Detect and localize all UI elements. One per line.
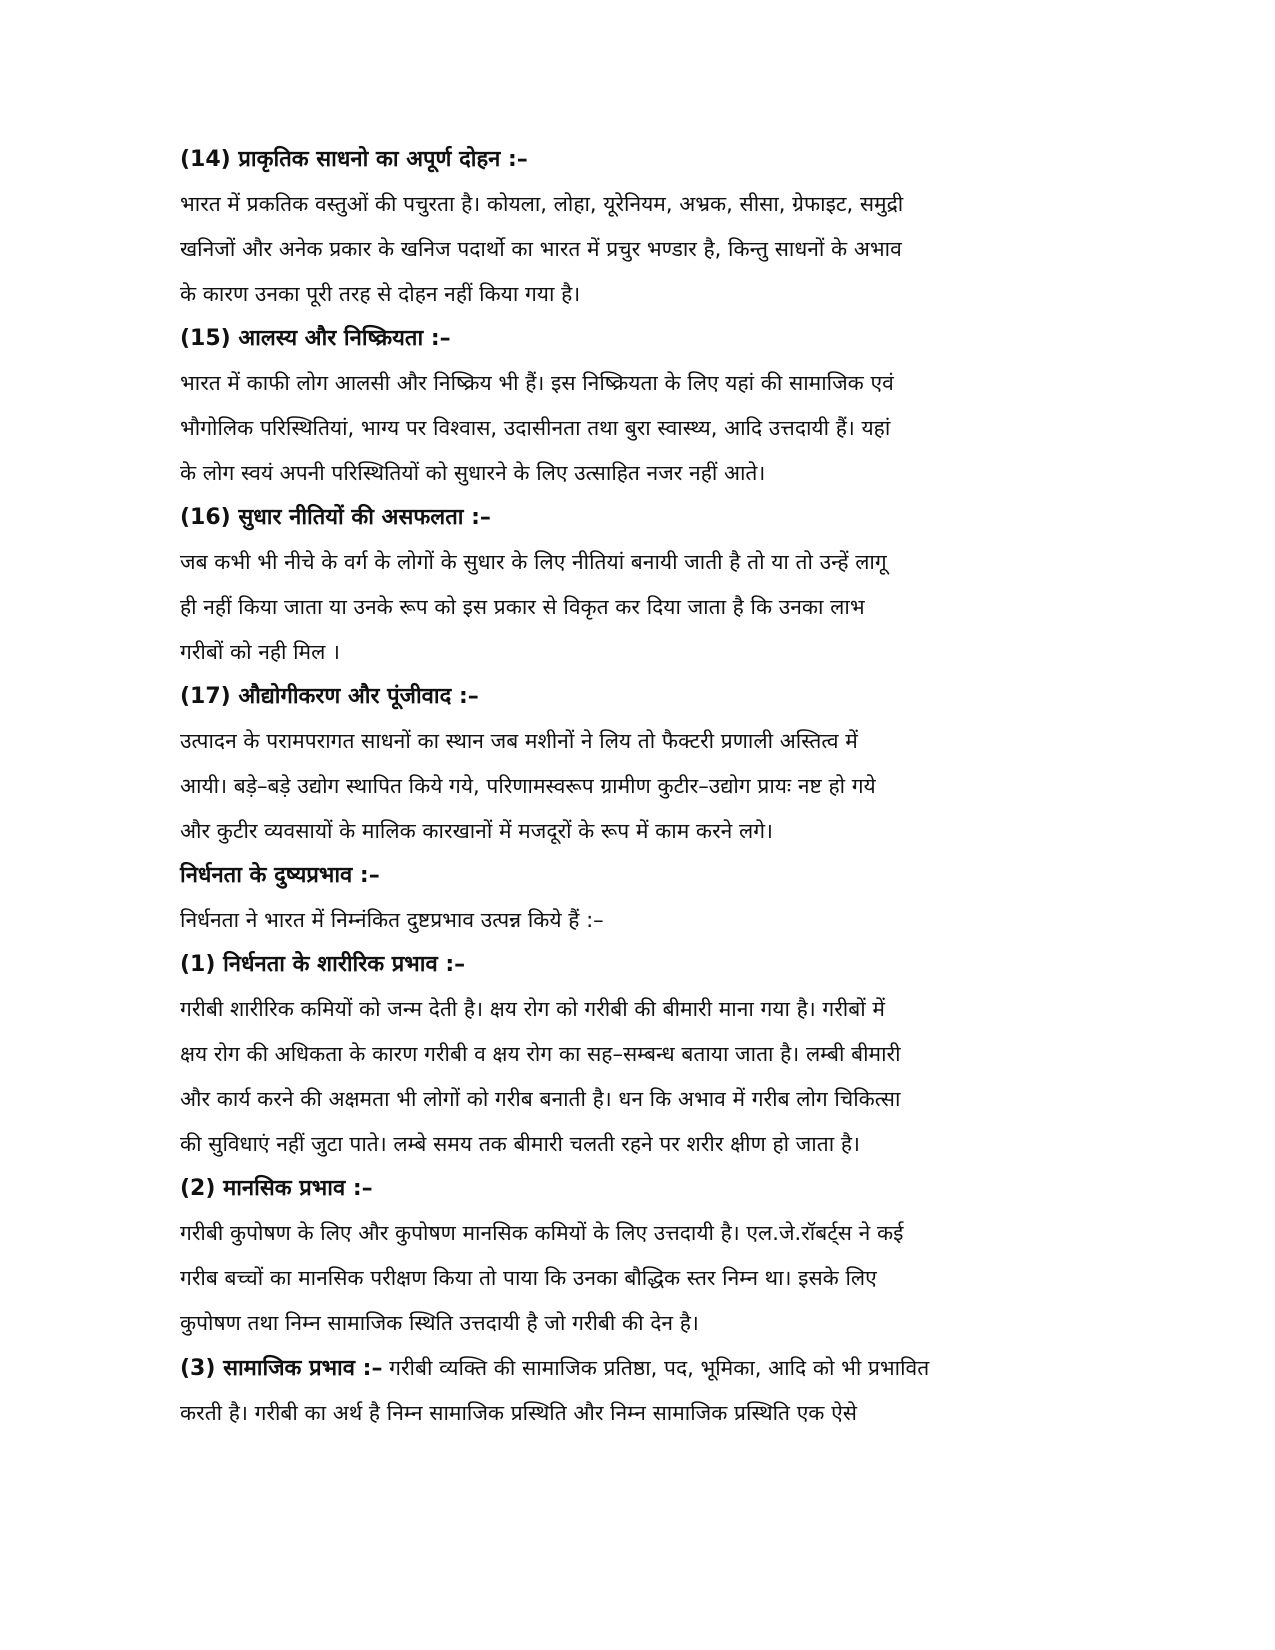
section-heading: (14) प्राकृतिक साधनो का अपूर्ण दोहन :–: [180, 147, 528, 172]
paragraph-line: उत्पादन के परामपरागत साधनों का स्थान जब मशीनों ने लिय तो फैक्टरी प्रणाली अस्तित्व में: [180, 729, 858, 753]
paragraph-line: गरीबी शारीरिक कमियों को जन्म देती है। क्षय रोग को गरीबी की बीमारी माना गया है। गरीबों में: [180, 997, 885, 1021]
section-heading: (2) मानसिक प्रभाव :–: [180, 1176, 373, 1201]
paragraph-line: कुपोषण तथा निम्न सामाजिक स्थिति उत्तदायी है जो गरीबी की देन है।: [180, 1311, 699, 1335]
paragraph-line: ही नहीं किया जाता या उनके रूप को इस प्रकार से विकृत कर दिया जाता है कि उनका लाभ: [180, 595, 865, 619]
paragraph-line: जब कभी भी नीचे के वर्ग के लोगों के सुधार के लिए नीतियां बनायी जाती है तो या तो उन्हें लागू: [180, 550, 887, 574]
paragraph-line: क्षय रोग की अधिकता के कारण गरीबी व क्षय रोग का सह–सम्बन्ध बताया जाता है। लम्बी बीमारी: [180, 1042, 901, 1066]
section-heading: (1) निर्धनता के शारीरिक प्रभाव :–: [180, 952, 466, 977]
paragraph-line: भारत में काफी लोग आलसी और निष्क्रिय भी हैं। इस निष्क्रियता के लिए यहां की सामाजिक एवं: [180, 371, 894, 395]
section-paragraph: [180, 182, 1080, 317]
paragraph-line: निर्धनता ने भारत में निम्नंकित दुष्टप्रभाव उत्पन्न किये हैं :–: [180, 908, 604, 932]
paragraph-line: की सुविधाएं नहीं जुटा पाते। लम्बे समय तक बीमारी चलती रहने पर शरीर क्षीण हो जाता है।: [180, 1132, 860, 1156]
paragraph-text: गरीबी व्यक्ति की सामाजिक प्रतिष्ठा, पद, भूमिका, आदि को भी प्रभावित: [389, 1356, 930, 1380]
paragraph-line: आयी। बड़े–बड़े उद्योग स्थापित किये गये, परिणामस्वरूप ग्रामीण कुटीर–उद्योग प्रायः नष्ट हो गये: [180, 774, 876, 798]
paragraph-line: भारत में प्रकतिक वस्तुओं की पचुरता है। कोयला, लोहा, यूरेनियम, अभ्रक, सीसा, ग्रेफाइट, समुद्री: [180, 192, 904, 216]
section-heading: निर्धनता के दुष्यप्रभाव :–: [180, 863, 380, 888]
section-paragraph: [180, 719, 1080, 854]
paragraph-line: गरीब बच्चों का मानसिक परीक्षण किया तो पाया कि उनका बौद्धिक स्तर निम्न था। इसके लिए: [180, 1266, 877, 1290]
paragraph-line: करती है। गरीबी का अर्थ है निम्न सामाजिक प्रस्थिति और निम्न सामाजिक प्रस्थिति एक ऐसे: [180, 1401, 857, 1425]
section-heading: (17) औद्योगीकरण और पूंजीवाद :–: [180, 684, 479, 709]
paragraph-line: और कुटीर व्यवसायों के मालिक कारखानों में मजदूरों के रूप में काम करने लगे।: [180, 819, 774, 843]
section-heading: (15) आलस्य और निष्क्रियता :–: [180, 326, 451, 351]
section-paragraph: [180, 1211, 1080, 1346]
section-paragraph: [180, 1346, 1080, 1436]
paragraph-line: और कार्य करने की अक्षमता भी लोगों को गरीब बनाती है। धन कि अभाव में गरीब लोग चिकित्सा: [180, 1087, 901, 1111]
paragraph-line: [180, 1346, 1080, 1391]
section-paragraph: [180, 361, 1080, 496]
section-paragraph: [180, 540, 1080, 675]
paragraph-line: के कारण उनका पूरी तरह से दोहन नहीं किया गया है।: [180, 282, 581, 306]
paragraph-line: गरीबी कुपोषण के लिए और कुपोषण मानसिक कमियों के लिए उत्तदायी है। एल.जे.रॉबर्ट्स ने कई: [180, 1221, 904, 1245]
section-heading: (3) सामाजिक प्रभाव :–: [180, 1356, 383, 1381]
paragraph-line: गरीबों को नही मिल ।: [180, 640, 340, 664]
document-page: [180, 138, 1080, 1436]
section-heading: (16) सुधार नीतियों की असफलता :–: [180, 505, 491, 530]
paragraph-line: भौगोलिक परिस्थितियां, भाग्य पर विश्वास, उदासीनता तथा बुरा स्वास्थ्य, आदि उत्तदायी हैं। यहां: [180, 416, 891, 440]
paragraph-line: के लोग स्वयं अपनी परिस्थितियों को सुधारने के लिए उत्साहित नजर नहीं आते।: [180, 461, 766, 485]
paragraph-line: खनिजों और अनेक प्रकार के खनिज पदार्थो का भारत में प्रचुर भण्डार है, किन्तु साधनों के अभाव: [180, 237, 902, 261]
section-paragraph: [180, 987, 1080, 1167]
section-paragraph: [180, 898, 1080, 943]
